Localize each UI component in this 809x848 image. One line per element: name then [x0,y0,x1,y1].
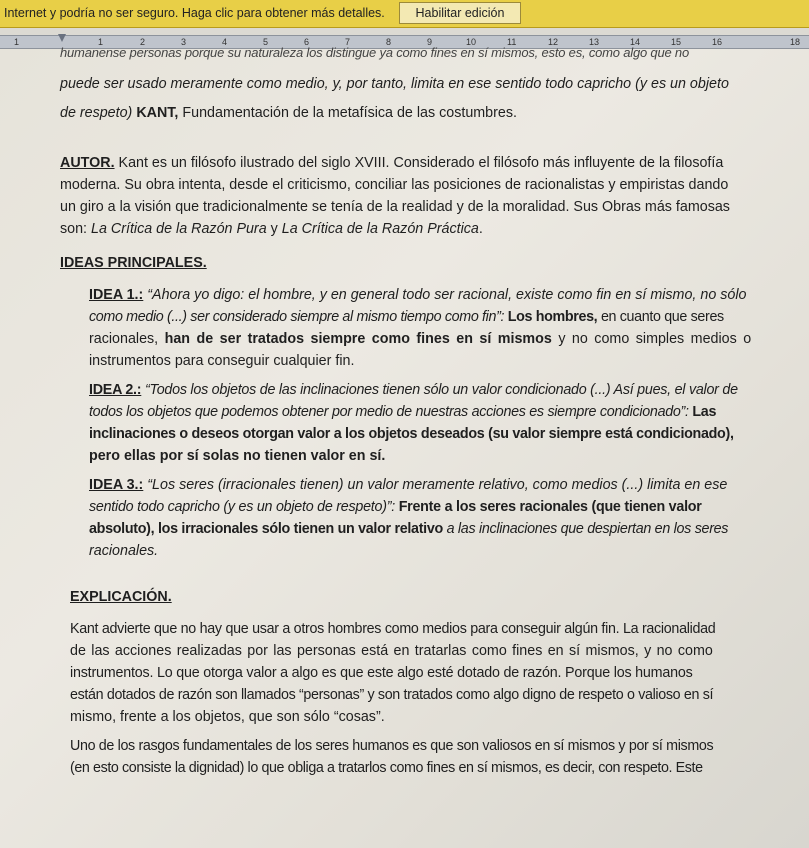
cut-off-line: humanense personas porque su naturaleza los distingue ya como fines en sí mismos, esto es, como algo que no [60,45,689,60]
quote-source: Fundamentación de la metafísica de las costumbres. [182,105,517,121]
quote-author: KANT, [136,105,179,121]
autor-heading: AUTOR. [60,155,115,171]
idea3-line [89,499,702,515]
idea3-bold: absoluto), los irracionales sólo tienen un valor relativo [89,521,443,537]
idea1-line [89,287,746,303]
idea3-quote: sentido todo capricho (y es un objeto de respeto)”: [89,499,395,515]
idea1-text: y no como simples medios o [558,331,752,347]
idea3-quote: “Los seres (irracionales tienen) un valor meramente relativo, como medios (...) limita en ese [147,477,728,493]
autor-text: son: [60,221,88,237]
book-title: La Crítica de la Razón Práctica [281,221,479,237]
ruler-tick: 8 [386,37,392,47]
idea2-quote: “Todos los objetos de las inclinaciones tienen sólo un valor condicionado (...) Así pues, el valor de [145,382,738,398]
idea3-label: IDEA 3.: [89,477,144,493]
idea1-line [89,331,751,347]
idea1-line [89,309,724,325]
idea3-quote: racionales. [89,543,159,559]
ruler-tick: 16 [712,37,723,47]
ruler-tick: 3 [181,37,187,47]
idea2-bold: pero ellas por sí solas no tienen valor en sí. [89,448,386,464]
idea2-label: IDEA 2.: [89,382,142,398]
ruler-tick: 15 [671,37,682,47]
ruler-tick: 5 [263,37,269,47]
autor-text: . [478,221,483,237]
quote-line [60,76,729,92]
book-title: La Crítica de la Razón Pura [91,221,267,237]
idea2-line [89,404,716,420]
ruler-tick: 13 [589,37,600,47]
idea1-text: instrumentos para conseguir cualquier fin. [89,353,355,369]
explicacion-text: instrumentos. Lo que otorga valor a algo es que este algo esté dotado de razón. Porque los humanos [70,665,693,681]
idea2-line [89,448,385,464]
indent-marker[interactable] [58,34,66,42]
explicacion-text: mismo, frente a los objetos, que son sólo “cosas”. [70,709,385,725]
ruler-tick: 12 [548,37,559,47]
idea1-label: IDEA 1.: [89,287,144,303]
ruler-tick: 18 [790,37,801,47]
ideas-heading [60,255,207,271]
protected-view-message-bar [0,0,809,28]
quote-text: de respeto) [60,105,133,121]
idea3-quote: a las inclinaciones que despiertan en los seres [446,521,729,537]
ruler-tick: 10 [466,37,477,47]
autor-text: Kant es un filósofo ilustrado del siglo XVIII. Considerado el filósofo más influyente de la filosofía [118,155,724,171]
idea3-line [89,477,727,493]
ruler-tick: 1 [98,37,104,47]
explicacion-heading-text: EXPLICACIÓN. [70,589,172,605]
explicacion-text: (en esto consiste la dignidad) lo que obliga a tratarlos como fines en sí mismos, es decir, con respeto. Este [70,760,703,776]
ruler-tick: 14 [630,37,641,47]
explicacion-heading [70,589,172,605]
explicacion-text: están dotados de razón son llamados “personas” y son tratados como algo digno de respeto o valioso en sí [70,687,714,703]
idea2-line [89,426,734,442]
autor-text: moderna. Su obra intenta, desde el criticismo, conciliar las posiciones de racionalistas y empiristas dando [60,177,729,193]
quote-text: puede ser usado meramente como medio, y, por tanto, limita en ese sentido todo capricho (y es un objeto [60,76,729,92]
idea3-line [89,521,728,537]
ruler-tick: 4 [222,37,228,47]
idea2-quote: todos los objetos que podemos obtener por medio de nuestras acciones es siempre condicionado”: [89,404,689,420]
protected-view-message: Internet y podría no ser seguro. Haga clic para obtener más detalles. [4,6,385,20]
autor-line [60,221,483,237]
explicacion-text: Kant advierte que no hay que usar a otros hombres como medios para conseguir algún fin. La racionalidad [70,621,716,637]
idea1-text: en cuanto que seres [600,309,724,325]
idea3-bold: Frente a los seres racionales (que tienen valor [398,499,702,515]
autor-line [60,155,723,171]
ruler-tick: 11 [507,37,517,47]
idea1-bold: Los hombres, [507,309,598,325]
explicacion-text: Uno de los rasgos fundamentales de los seres humanos es que son valiosos en sí mismos y por sí mismos [70,738,714,754]
idea3-line [89,543,158,559]
ruler-tick: 7 [345,37,351,47]
ideas-heading-text: IDEAS PRINCIPALES. [60,255,207,271]
idea1-bold: han de ser tratados siempre como fines en sí mismos [164,331,552,347]
idea2-bold: Las [692,404,717,420]
idea1-text: racionales, [89,331,159,347]
autor-text: un giro a la visión que tradicionalmente se tenía de la realidad y de la moralidad. Sus Obras más famosas [60,199,730,215]
idea1-quote: “Ahora yo digo: el hombre, y en general todo ser racional, existe como fin en sí mismo, no sólo [147,287,747,303]
document-page[interactable] [0,45,809,848]
ruler-tick: 6 [304,37,310,47]
idea1-quote: como medio (...) ser considerado siempre al mismo tiempo como fin”: [89,309,505,325]
explicacion-text: de las acciones realizadas por las personas está en tratarlas como fines en sí mismos, y no como [70,643,713,659]
ruler-tick: 1 [14,37,20,47]
enable-editing-button[interactable]: Habilitar edición [399,2,521,24]
ruler-tick: 2 [140,37,146,47]
autor-text: y [270,221,278,237]
idea2-bold: inclinaciones o deseos otorgan valor a los objetos deseados (su valor siempre está condicionado), [89,426,734,442]
idea2-line [89,382,738,398]
quote-line [60,105,517,121]
ruler-tick: 9 [427,37,433,47]
